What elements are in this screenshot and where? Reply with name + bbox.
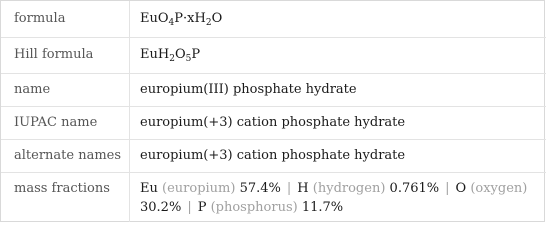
formula-part: O: [211, 11, 223, 26]
row-label: IUPAC name: [14, 115, 98, 130]
table-row: [1, 139, 546, 172]
row-label: name: [14, 82, 51, 97]
table-row: [1, 37, 546, 73]
mass-fraction-item: [297, 181, 439, 196]
formula-value: [140, 11, 222, 26]
column-divider: [129, 1, 130, 37]
mass-fractions-value: [140, 179, 535, 217]
element-fraction: 0.761%: [389, 181, 440, 196]
formula-part: P: [191, 47, 201, 62]
formula-subscript: 2: [205, 18, 212, 28]
separator: |: [187, 200, 192, 215]
formula-part: EuH: [140, 47, 170, 62]
element-fraction: 30.2%: [140, 200, 182, 215]
element-symbol: Eu: [140, 181, 158, 196]
table-row: [1, 1, 546, 37]
mass-fraction-item: [198, 200, 343, 215]
table-row: [1, 106, 546, 139]
formula-part: EuO: [140, 11, 169, 26]
column-divider: [129, 74, 130, 106]
column-divider: [129, 107, 130, 139]
alternate-names-value: europium(+3) cation phosphate hydrate: [140, 148, 406, 163]
element-name: (oxygen): [470, 181, 528, 196]
row-label: Hill formula: [14, 47, 94, 62]
formula-part: O: [174, 47, 186, 62]
formula-subscript: 2: [169, 54, 175, 64]
formula-subscript: 5: [185, 54, 192, 64]
formula-subscript: 4: [168, 18, 175, 28]
separator: |: [286, 181, 292, 196]
row-label: mass fractions: [14, 181, 110, 196]
element-symbol: P: [197, 200, 207, 215]
iupac-name-value: europium(+3) cation phosphate hydrate: [140, 115, 406, 130]
table-row: [1, 172, 546, 222]
name-value: europium(III) phosphate hydrate: [140, 82, 357, 97]
table-row: [1, 73, 546, 106]
row-label: alternate names: [14, 148, 122, 163]
element-fraction: 11.7%: [301, 200, 344, 215]
formula-part: P·xH: [174, 11, 206, 26]
hill-formula-value: [140, 47, 200, 62]
element-fraction: 57.4%: [239, 181, 281, 196]
element-name: (phosphorus): [210, 200, 298, 215]
element-symbol: H: [297, 181, 309, 196]
separator: |: [445, 181, 450, 196]
column-divider: [129, 173, 130, 222]
column-divider: [129, 38, 130, 73]
element-name: (hydrogen): [312, 181, 386, 196]
column-divider: [129, 140, 130, 172]
mass-fraction-item: [140, 181, 281, 196]
element-name: (europium): [162, 181, 236, 196]
row-label: formula: [14, 11, 66, 26]
element-symbol: O: [455, 181, 467, 196]
